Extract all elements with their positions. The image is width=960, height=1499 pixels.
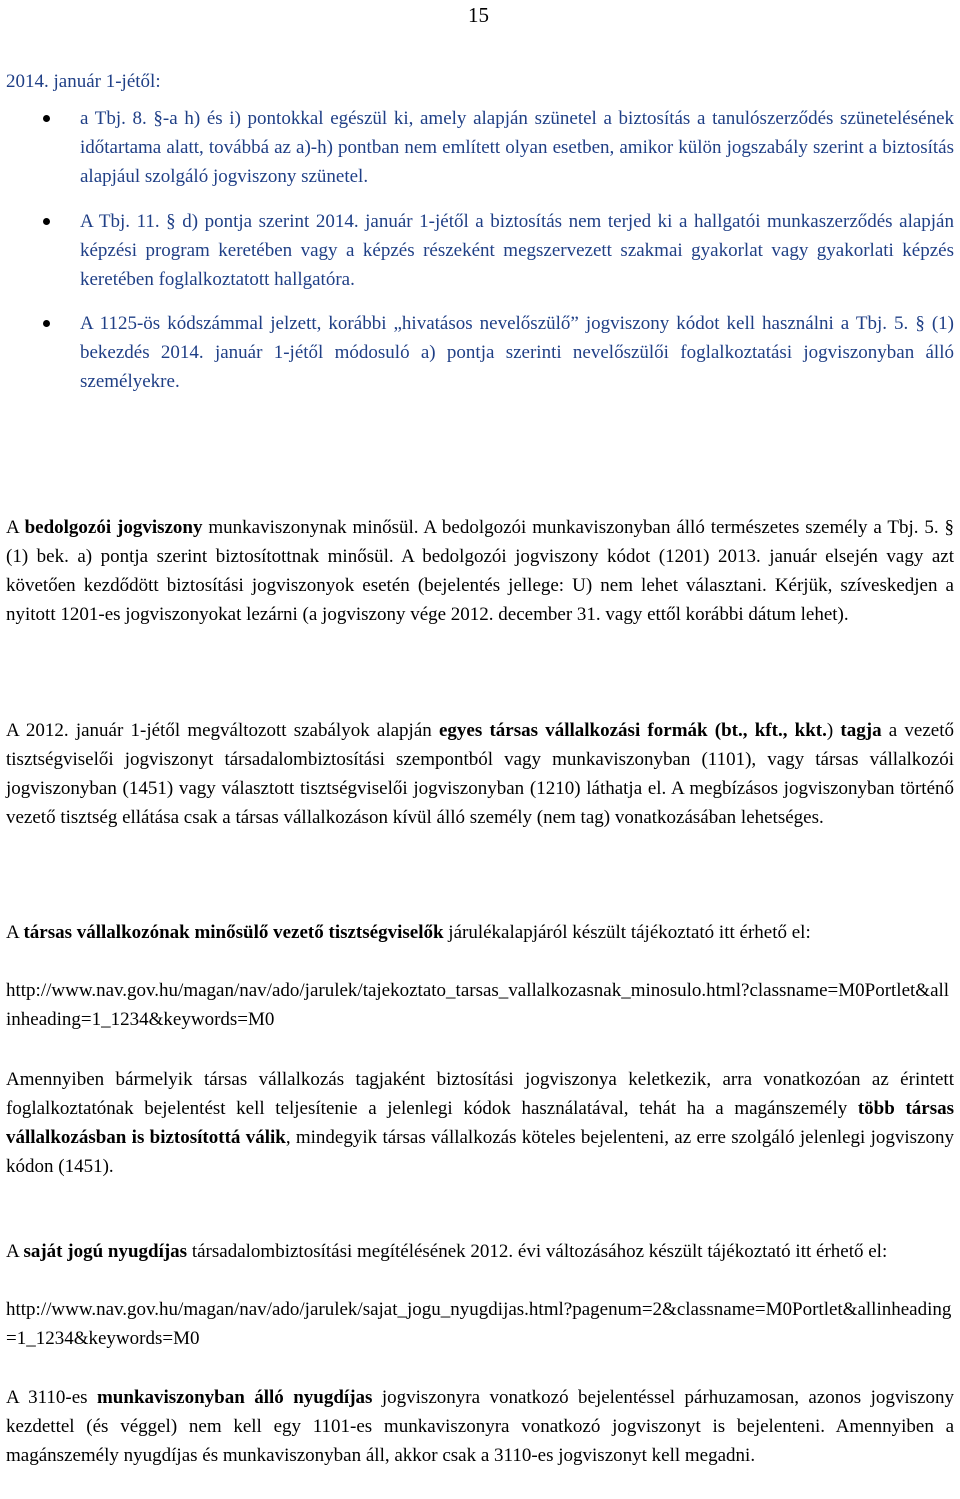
url-link-sajat-jogu-nyugdijas[interactable]: http://www.nav.gov.hu/magan/nav/ado/jarulek/sajat_jogu_nyugdijas.html?pagenum=2&classname=M0Portlet&allinheading=1_1234&keywords=M0 [6, 1299, 952, 1349]
bold-term: több társas vállalkozásban is biztosítottá válik [6, 1098, 954, 1148]
bold-term: saját jogú nyugdíjas [23, 1241, 188, 1262]
bullet-text: A 1125-ös kódszámmal jelzett, korábbi „hivatásos nevelőszülő” jogviszony kódot kell használni a Tbj. 5. § (1) bekezdés 2014. január 1-jétől módosuló a) pontja szerinti nevelőszülői foglalkoztatási jogviszonyban álló személyekre. [80, 313, 954, 392]
bold-term: munkaviszonyban álló nyugdíjas [96, 1387, 373, 1408]
paragraph-tobb-tarsas-vallalkozas: Amennyiben bármelyik társas vállalkozás tagjaként biztosítási jogviszonya keletkezik, arra vonatkozóan az érintett foglalkoztatónak bejelentést kell teljesítenie a jelenlegi kódok használatával, tehát ha a magánszemély több társas vállalkozásban is biztosítottá válik, mindegyik társas vállalkozás köteles bejelenteni, az erre szolgáló jelenlegi jogviszony kódon (1451). [6, 1069, 954, 1177]
bullet-item [6, 207, 954, 294]
paragraph-vezeto-tisztsegviselok: A társas vállalkozónak minősülő vezető tisztségviselők járulékalapjáról készült tájékoztató itt érhető el: [6, 922, 811, 943]
bold-term: tagja [840, 720, 882, 741]
bullet-item [6, 309, 954, 396]
bullet-text: a Tbj. 8. §-a h) és i) pontokkal egészül ki, amely alapján szünetel a biztosítás a tanulószerződés szünetelésének időtartama alatt, továbbá az a)-h) pontban nem említett olyan esetben, amikor külön jogszabály szerint a biztosítás alapjául szolgáló jogviszony szünetel. [80, 108, 954, 187]
paragraph-bedolgozoi: A bedolgozói jogviszony munkaviszonynak minősül. A bedolgozói munkaviszonyban álló természetes személy a Tbj. 5. § (1) bek. a) pontja szerint biztosítottnak minősül. A bedolgozói jogviszony kódot (1201) 2013. január elsején vagy azt követően kezdődött biztosítási jogviszonyok esetén (bejelentés jellege: U) nem lehet választani. Kérjük, szíveskedjen a nyitott 1201-es jogviszonyokat lezárni (a jogviszony vége 2012. december 31. vagy ettől korábbi dátum lehet). [6, 517, 954, 625]
url-link-tarsas-vallalkozas[interactable]: http://www.nav.gov.hu/magan/nav/ado/jarulek/tajekoztato_tarsas_vallalkozasnak_minosulo.html?classname=M0Portlet&allinheading=1_1234&keywords=M0 [6, 980, 950, 1030]
paragraph-tarsas-vallalkozasi-formak: A 2012. január 1-jétől megváltozott szabályok alapján egyes társas vállalkozási formák (bt., kft., kkt.) tagja a vezető tisztségviselői jogviszonyt társadalombiztosítási szempontból vagy munkaviszonyban (1101), vagy társas vállalkozói jogviszonyban (1451) vagy választott tisztségviselői jogviszonyban (1210) láthatja el. A megbízásos jogviszonyban történő vezető tisztség ellátása csak a társas vállalkozáson kívül álló személy (nem tag) vonatkozásában lehetséges. [6, 720, 955, 828]
bold-term: egyes társas vállalkozási formák (bt., kft., kkt. [438, 720, 827, 741]
section-heading: 2014. január 1-jétől: [6, 71, 161, 92]
paragraph-sajat-jogu-nyugdijas: A saját jogú nyugdíjas társadalombiztosítási megítélésének 2012. évi változásához készült tájékoztató itt érhető el: [6, 1241, 888, 1262]
bullet-list [6, 104, 954, 408]
bullet-icon [43, 218, 50, 225]
bold-term: társas vállalkozónak minősülő vezető tisztségviselők [23, 922, 444, 943]
paragraph-munkaviszonyban-allo-nyugdijas: A 3110-es munkaviszonyban álló nyugdíjas jogviszonyra vonatkozó bejelentéssel párhuzamosan, azonos jogviszony kezdettel (és véggel) nem kell egy 1101-es munkaviszonyra vonatkozó jogviszonyt is bejelenteni. Amennyiben a magánszemély nyugdíjas és munkaviszonyban áll, akkor csak a 3110-es jogviszonyt kell megadni. [6, 1387, 954, 1466]
bullet-text: A Tbj. 11. § d) pontja szerint 2014. január 1-jétől a biztosítás nem terjed ki a hallgatói munkaszerződés alapján képzési program keretében vagy a képzés részeként megszervezett szakmai gyakorlat vagy gyakorlati képzés keretében foglalkoztatott hallgatóra. [80, 211, 954, 290]
bullet-icon [43, 320, 50, 327]
bold-term: bedolgozói jogviszony [24, 517, 203, 538]
page-number: 15 [468, 3, 489, 27]
bullet-item [6, 104, 954, 191]
bullet-icon [43, 115, 50, 122]
